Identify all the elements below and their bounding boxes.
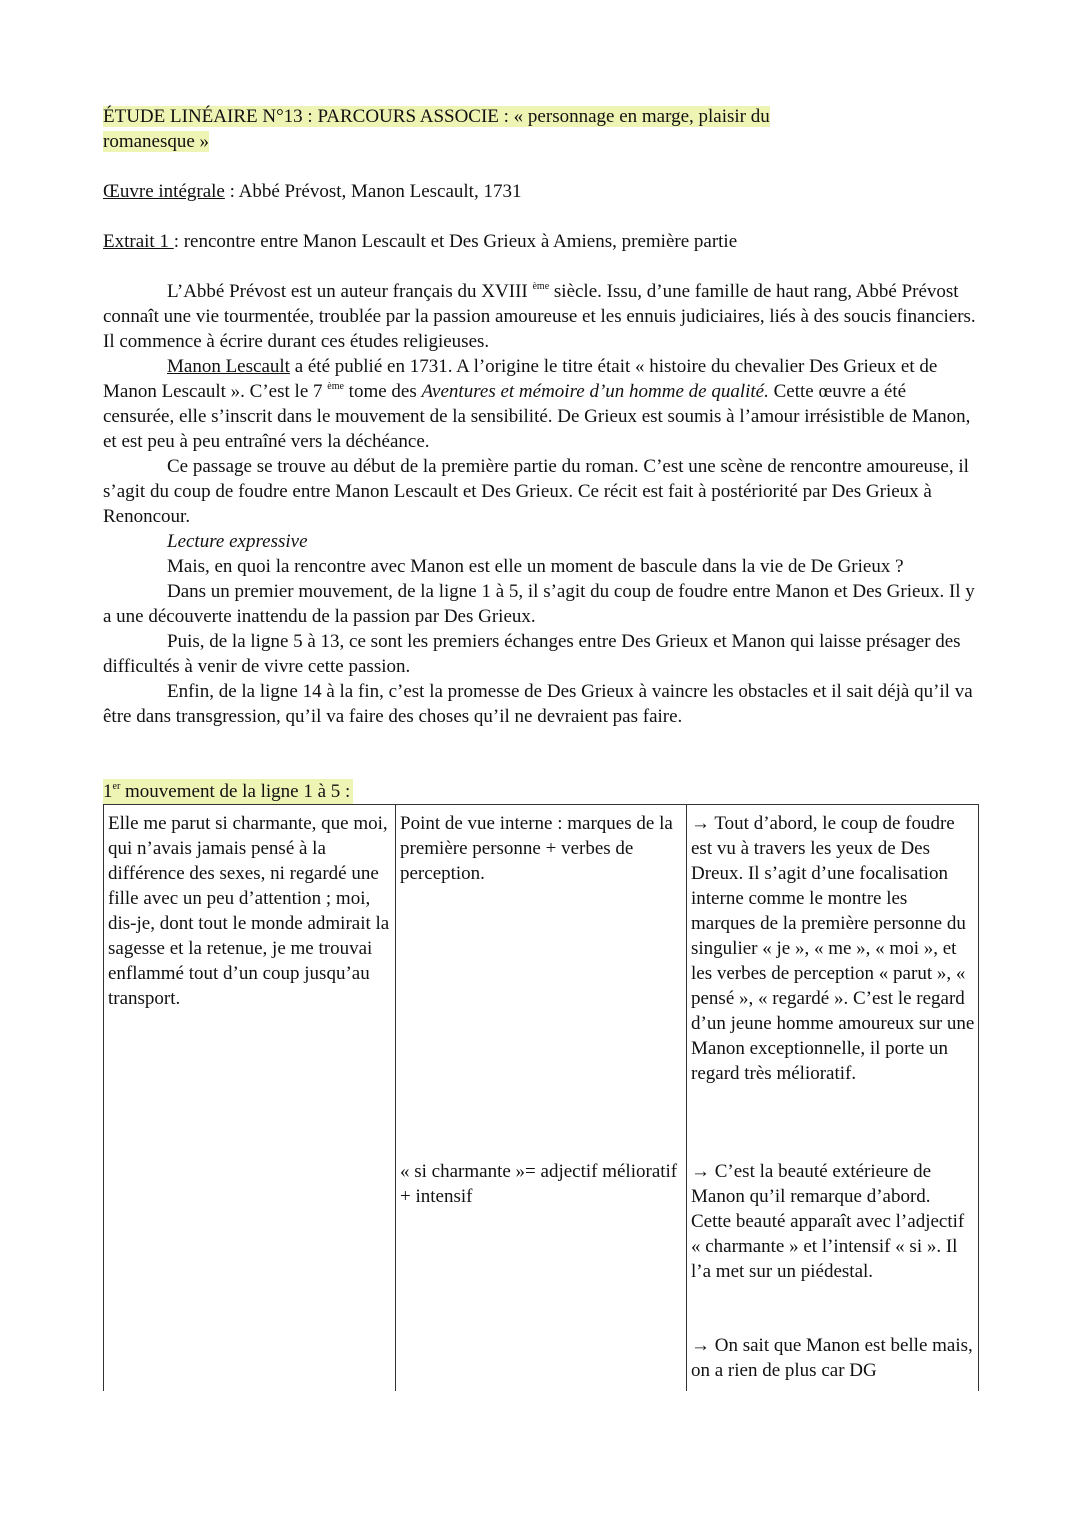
extrait-label: Extrait 1	[103, 231, 174, 252]
plan-paragraph-1: Dans un premier mouvement, de la ligne 1 à 5, il s’agit du coup de foudre entre Manon et Des Grieux. Il y a une découverte inattendu de la passion par Des Grieux.	[103, 581, 975, 627]
intro-p2-book-title: Manon Lescault	[167, 356, 290, 377]
document-content	[103, 104, 978, 1391]
intro-paragraph-2	[103, 354, 978, 454]
extrait-line	[103, 229, 978, 254]
title-line-2: romanesque »	[103, 131, 210, 152]
intro-p2-italic-title: Aventures et mémoire d’un homme de qualité.	[421, 381, 769, 402]
analyse-cell	[687, 1333, 979, 1391]
intro-paragraph-3: Ce passage se trouve au début de la première partie du roman. C’est une scène de rencontre amoureuse, il s’agit du coup de foudre entre Manon Lescault et Des Grieux. Ce récit est fait à postériorité par Des Grieux à Renoncour.	[103, 456, 969, 527]
extrait-text: : rencontre entre Manon Lescault et Des Grieux à Amiens, première partie	[173, 231, 738, 252]
problematique: Mais, en quoi la rencontre avec Manon est elle un moment de bascule dans la vie de De Grieux ?	[167, 556, 904, 577]
procede-1: Point de vue interne : marques de la première personne + verbes de perception.	[400, 813, 673, 884]
intro-paragraph-1	[103, 279, 978, 354]
plan-paragraph-3: Enfin, de la ligne 14 à la fin, c’est la promesse de Des Grieux à vaincre les obstacles et il sait déjà qu’il va être dans transgression, qu’il va faire des choses qu’il ne devraient pas faire.	[103, 681, 973, 727]
text-cell	[104, 805, 396, 1392]
table-row	[104, 805, 979, 1160]
oeuvre-text: : Abbé Prévost, Manon Lescault, 1731	[224, 181, 522, 202]
procede-cell	[396, 805, 687, 1160]
title-line-1: ÉTUDE LINÉAIRE N°13 : PARCOURS ASSOCIE : « personnage en marge, plaisir du	[103, 106, 770, 127]
intro-p2-text-c: Cette œuvre a été censurée, elle s’inscrit dans le mouvement de la sensibilité. De Grieux est soumis à l’amour irrésistible de Manon, et est peu à peu entraîné vers la déchéance.	[103, 381, 971, 452]
analyse-2: → C’est la beauté extérieure de Manon qu’il remarque d’abord. Cette beauté apparaît avec l’adjectif « charmante » et l’intensif « si ». Il l’a met sur un piédestal.	[691, 1161, 965, 1283]
movement-label: mouvement de la ligne 1 à 5 :	[120, 781, 351, 802]
document-title	[103, 104, 978, 154]
intro-p2-text-b: tome des	[343, 381, 422, 402]
intro-p1-text-a: L’Abbé Prévost est un auteur français du XVIII	[167, 281, 533, 302]
analyse-cell	[687, 1159, 979, 1333]
procede-cell	[396, 1159, 687, 1333]
oeuvre-label: Œuvre intégrale	[103, 181, 225, 202]
plan-paragraph-2: Puis, de la ligne 5 à 13, ce sont les premiers échanges entre Des Grieux et Manon qui laisse présager des difficultés à venir de vivre cette passion.	[103, 631, 961, 677]
lecture-expressive: Lecture expressive	[167, 531, 308, 552]
analysis-table	[103, 804, 979, 1391]
movement-heading	[103, 779, 978, 804]
procede-2: « si charmante »= adjectif mélioratif + intensif	[400, 1161, 678, 1208]
analyse-3: → On sait que Manon est belle mais, on a rien de plus car DG	[691, 1335, 973, 1382]
movement-sup: er	[112, 781, 121, 792]
oeuvre-line	[103, 179, 978, 204]
analyse-cell	[687, 805, 979, 1160]
intro-p1-text-b: siècle. Issu, d’une famille de haut rang, Abbé Prévost connaît une vie tourmentée, troublée par la passion amoureuse et les ennuis judiciaires, liés à des soucis financiers. Il commence à écrire durant ces études religieuses.	[103, 281, 976, 352]
procede-cell	[396, 1333, 687, 1391]
intro-p2-sup: ème	[327, 381, 344, 392]
movement-number: 1	[103, 781, 113, 802]
intro-p2-text-a: a été publié en 1731. A l’origine le titre était « histoire du chevalier Des Grieux et de Manon Lescault ». C’est le 7	[103, 356, 938, 402]
analyse-1: → Tout d’abord, le coup de foudre est vu à travers les yeux de Des Dreux. Il s’agit d’une focalisation interne comme le montre les marques de la première personne du singulier « je », « me », « moi », et les verbes de perception « parut », « pensé », « regardé ». C’est le regard d’un jeune homme amoureux sur une Manon exceptionnelle, il porte un regard très mélioratif.	[691, 813, 975, 1084]
intro-p1-sup: ème	[532, 281, 550, 292]
quoted-text: Elle me parut si charmante, que moi, qui n’avais jamais pensé à la différence des sexes, ni regardé une fille avec un peu d’attention ; moi, dis-je, dont tout le monde admirait la sagesse et la retenue, je me trouvai enflammé tout d’un coup jusqu’au transport.	[108, 813, 390, 1009]
